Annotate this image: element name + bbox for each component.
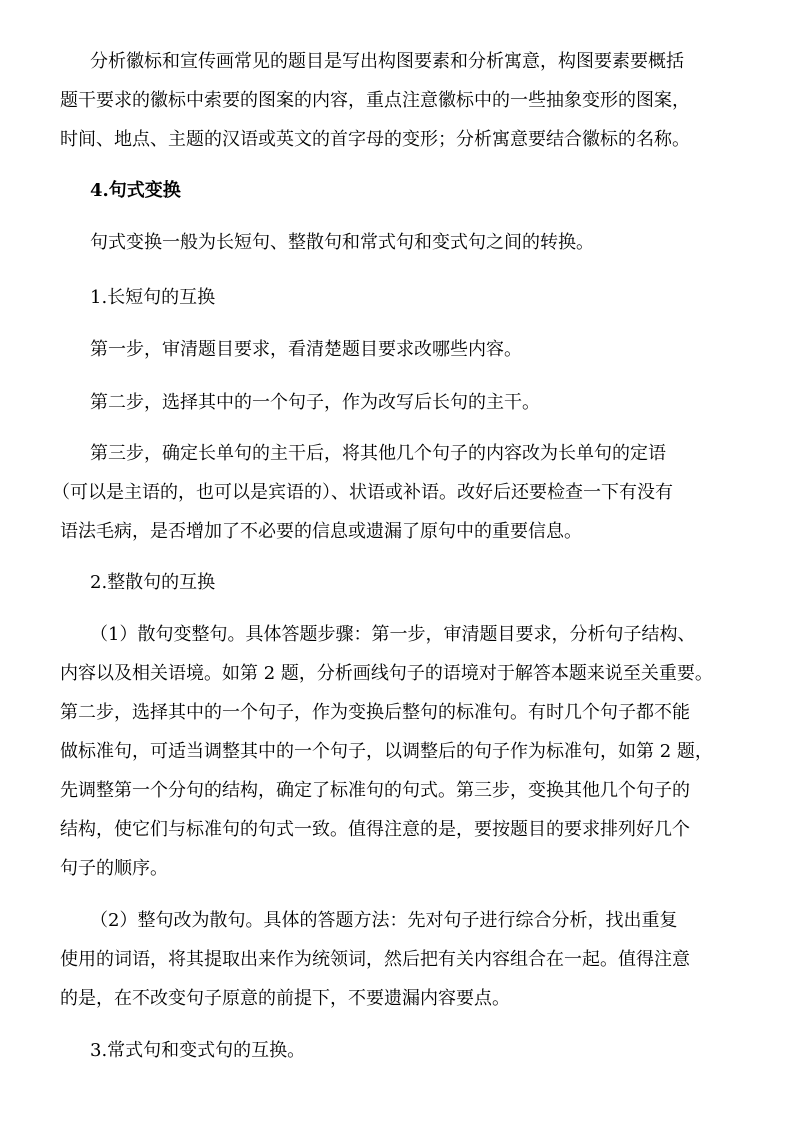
subsection-heading-2: 2.整散句的互换 [90, 572, 216, 593]
text-line: （1）散句变整句。具体答题步骤：第一步，审清题目要求，分析句子结构、 [90, 624, 696, 645]
text-line: 第二步，选择其中的一个句子，作为变换后整句的标准句。有时几个句子都不能 [60, 702, 690, 723]
text-line: 第三步，确定长单句的主干后，将其他几个句子的内容改为长单句的定语 [90, 443, 666, 464]
text-line: 题干要求的徽标中索要的图案的内容，重点注意徽标中的一些抽象变形的图案， [60, 90, 690, 111]
subsection-heading-3: 3.常式句和变式句的互换。 [90, 1040, 306, 1061]
paragraph-parallel-to-loose [60, 901, 775, 1018]
section-heading-4: 4.句式变换 [90, 180, 181, 201]
text-line: （可以是主语的，也可以是宾语的）、状语或补语。改好后还要检查一下有没有 [52, 482, 673, 503]
text-line: 使用的词语，将其提取出来作为统领词，然后把有关内容组合在一起。值得注意 [60, 949, 690, 970]
text-line: 结构，使它们与标准句的句式一致。值得注意的是，要按题目的要求排列好几个 [60, 819, 690, 840]
text-line: 做标准句，可适当调整其中的一个句子，以调整后的句子作为标准句，如第 2 题， [60, 741, 713, 762]
paragraph-sentence-transform: 句式变换一般为长短句、整散句和常式句和变式句之间的转换。 [90, 232, 594, 253]
text-line: 分析徽标和宣传画常见的题目是写出构图要素和分析寓意，构图要素要概括 [90, 51, 684, 72]
step-two: 第二步，选择其中的一个句子，作为改写后长句的主干。 [90, 392, 540, 413]
text-line: 内容以及相关语境。如第 2 题，分析画线句子的语境对于解答本题来说至关重要。 [60, 663, 713, 684]
paragraph-loose-to-parallel [60, 615, 775, 888]
text-line: （2）整句改为散句。具体的答题方法：先对句子进行综合分析，找出重复 [90, 910, 678, 931]
subsection-heading-1: 1.长短句的互换 [90, 287, 216, 308]
text-line: 的是，在不改变句子原意的前提下，不要遗漏内容要点。 [60, 988, 510, 1009]
text-line: 时间、地点、主题的汉语或英文的首字母的变形；分析寓意要结合徽标的名称。 [60, 129, 690, 150]
text-line: 语法毛病，是否增加了不必要的信息或遗漏了原句中的重要信息。 [60, 521, 582, 542]
paragraph-step-three [52, 434, 775, 551]
text-line: 句子的顺序。 [60, 858, 168, 879]
step-one: 第一步，审清题目要求，看清楚题目要求改哪些内容。 [90, 339, 522, 360]
text-line: 先调整第一个分句的结构，确定了标准句的句式。第三步，变换其他几个句子的 [60, 780, 690, 801]
paragraph-emblem-analysis [60, 42, 775, 159]
